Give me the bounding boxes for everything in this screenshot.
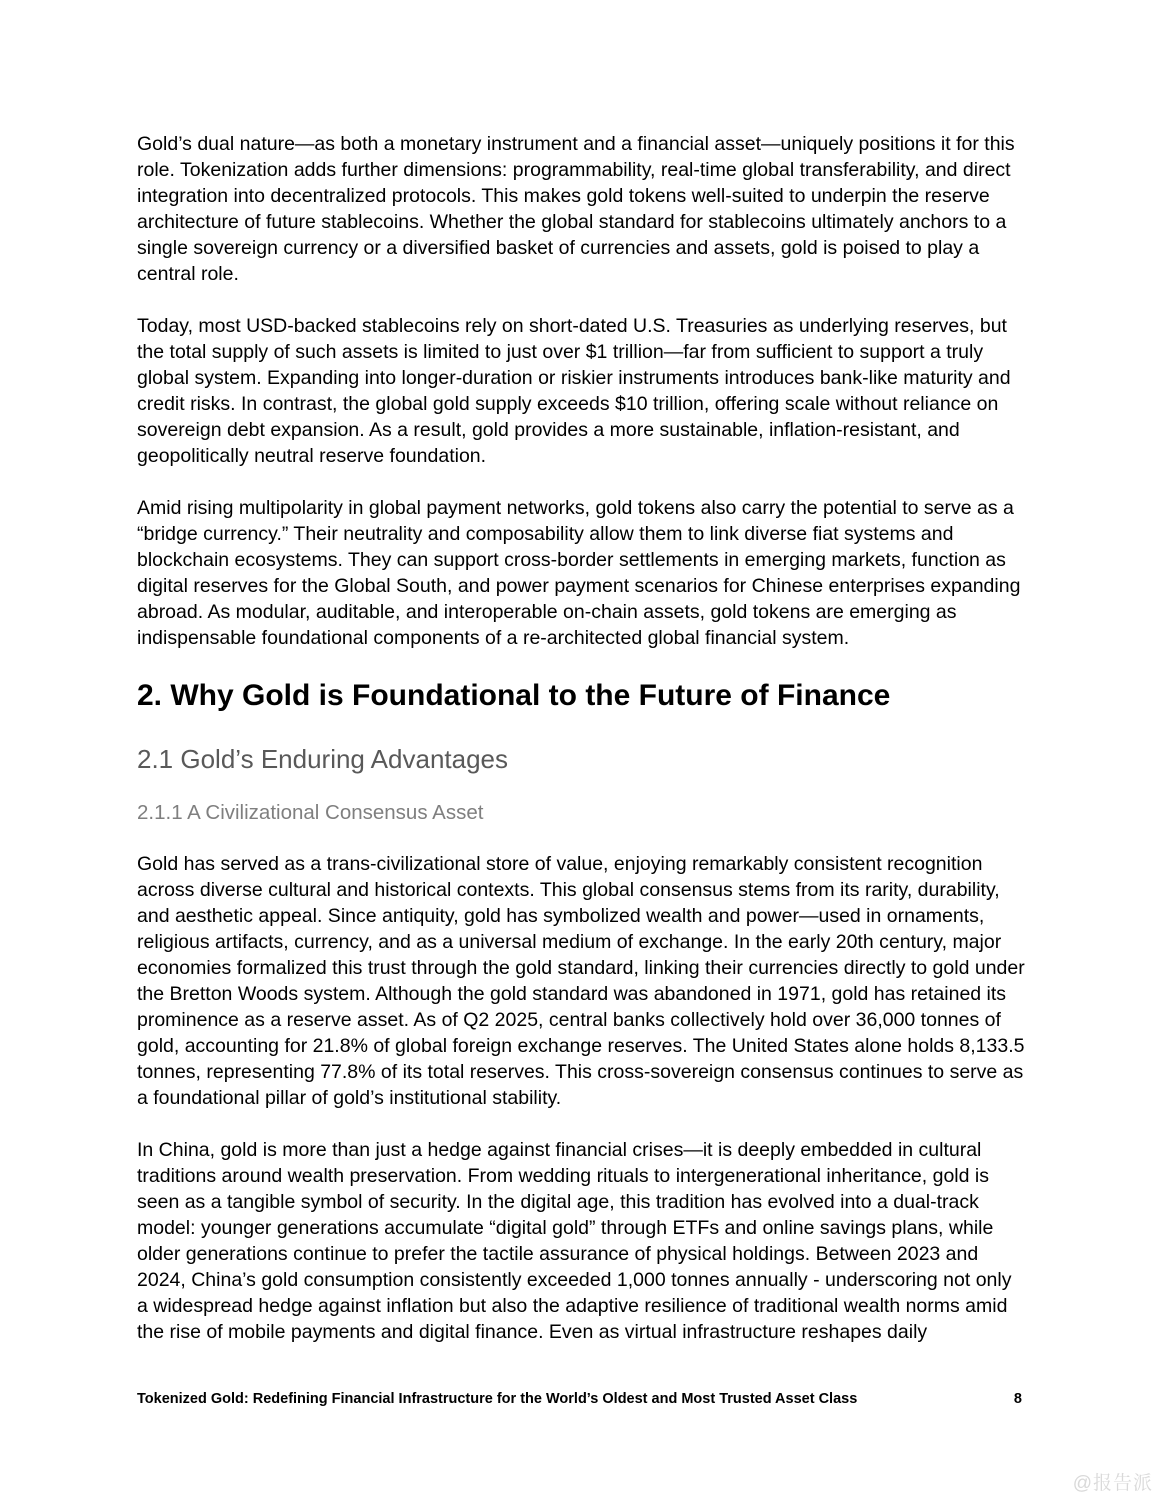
subsection-heading: 2.1 Gold’s Enduring Advantages <box>137 744 509 774</box>
page-body <box>137 131 1025 1371</box>
section-heading: 2. Why Gold is Foundational to the Future of Finance <box>137 679 891 712</box>
body-paragraph-2: In China, gold is more than just a hedge against financial crises—it is deeply embedded in cultural traditions around wealth preservation. From wedding rituals to intergenerational inheritance, gold is seen as a tangible symbol of security. In the digital age, this tradition has evolved into a dual-track model: younger generations accumulate “digital gold” through ETFs and online savings plans, while older generations continue to prefer the tactile assurance of physical holdings. Between 2023 and 2024, China’s gold consumption consistently exceeded 1,000 tonnes annually - underscoring not only a widespread hedge against inflation but also the adaptive resilience of traditional wealth norms amid the rise of mobile payments and digital finance. Even as virtual infrastructure reshapes daily <box>137 1139 1012 1343</box>
subsubsection-heading: 2.1.1 A Civilizational Consensus Asset <box>137 801 484 824</box>
intro-paragraph-1: Gold’s dual nature—as both a monetary instrument and a financial asset—uniquely positions it for this role. Tokenization adds further dimensions: programmability, real-time global transferability, and direct integration into decentralized protocols. This makes gold tokens well-suited to underpin the reserve architecture of future stablecoins. Whether the global standard for stablecoins ultimately anchors to a single sovereign currency or a diversified basket of currencies and assets, gold is poised to play a central role. <box>137 133 1015 285</box>
page-footer <box>137 1390 1022 1408</box>
intro-paragraph-3: Amid rising multipolarity in global payment networks, gold tokens also carry the potential to serve as a “bridge currency.” Their neutrality and composability allow them to link diverse fiat systems and blockchain ecosystems. They can support cross-border settlements in emerging markets, function as digital reserves for the Global South, and power payment scenarios for Chinese enterprises expanding abroad. As modular, auditable, and interoperable on-chain assets, gold tokens are emerging as indispensable foundational components of a re-architected global financial system. <box>137 497 1021 649</box>
body-paragraph-1: Gold has served as a trans-civilizational store of value, enjoying remarkably consistent recognition across diverse cultural and historical contexts. This global consensus stems from its rarity, durability, and aesthetic appeal. Since antiquity, gold has symbolized wealth and power—used in ornaments, religious artifacts, currency, and as a universal medium of exchange. In the early 20th century, major economies formalized this trust through the gold standard, linking their currencies directly to gold under the Bretton Woods system. Although the gold standard was abandoned in 1971, gold has retained its prominence as a reserve asset. As of Q2 2025, central banks collectively hold over 36,000 tonnes of gold, accounting for 21.8% of global foreign exchange reserves. The United States alone holds 8,133.5 tonnes, representing 77.8% of its total reserves. This cross-sovereign consensus continues to serve as a foundational pillar of gold’s institutional stability. <box>137 853 1025 1109</box>
intro-paragraph-2: Today, most USD-backed stablecoins rely on short-dated U.S. Treasuries as underlying reserves, but the total supply of such assets is limited to just over $1 trillion—far from sufficient to support a truly global system. Expanding into longer-duration or riskier instruments introduces bank-like maturity and credit risks. In contrast, the global gold supply exceeds $10 trillion, offering scale without reliance on sovereign debt expansion. As a result, gold provides a more sustainable, inflation-resistant, and geopolitically neutral reserve foundation. <box>137 315 1011 467</box>
footer-title: Tokenized Gold: Redefining Financial Infrastructure for the World’s Oldest and Most Trusted Asset Class <box>137 1391 858 1407</box>
page-number: 8 <box>1013 1391 1022 1407</box>
watermark: @报告派 <box>1072 1473 1153 1494</box>
